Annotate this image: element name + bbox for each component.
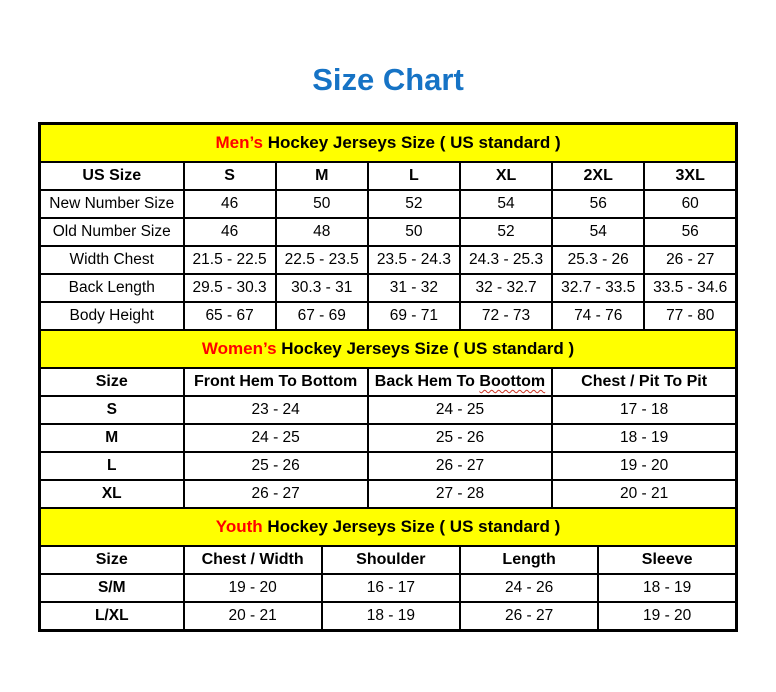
cell-mens-1-1: 46	[184, 218, 276, 246]
cell-womens-2-2: 26 - 27	[368, 452, 552, 480]
cell-mens-2-2: 22.5 - 23.5	[276, 246, 368, 274]
cell-womens-1-0: M	[40, 424, 184, 452]
size-chart	[38, 122, 735, 632]
cell-mens-4-3: 69 - 71	[368, 302, 460, 330]
cell-mens-4-4: 72 - 73	[460, 302, 552, 330]
size-chart-body	[40, 124, 737, 631]
cell-mens-3-5: 32.7 - 33.5	[552, 274, 644, 302]
cell-mens-1-5: 54	[552, 218, 644, 246]
cell-womens-0-3: 17 - 18	[552, 396, 736, 424]
cell-mens-3-6: 33.5 - 34.6	[644, 274, 736, 302]
section-keyword-womens: Women’s	[201, 339, 277, 358]
col-header-womens-2: Back Hem To Boottom	[368, 368, 552, 396]
cell-mens-2-1: 21.5 - 22.5	[184, 246, 276, 274]
cell-womens-1-1: 24 - 25	[184, 424, 368, 452]
col-header-mens-1: S	[184, 162, 276, 190]
cell-mens-0-5: 56	[552, 190, 644, 218]
col-header-mens-6: 3XL	[644, 162, 736, 190]
misspelled-word: Boottom	[479, 373, 546, 390]
cell-youth-0-0: S/M	[40, 574, 184, 602]
col-header-youth-3: Length	[460, 546, 598, 574]
cell-youth-0-3: 24 - 26	[460, 574, 598, 602]
cell-mens-3-2: 30.3 - 31	[276, 274, 368, 302]
cell-mens-0-6: 60	[644, 190, 736, 218]
col-header-womens-0: Size	[40, 368, 184, 396]
section-title-youth: Youth Hockey Jerseys Size ( US standard )	[40, 508, 737, 546]
cell-mens-4-6: 77 - 80	[644, 302, 736, 330]
cell-womens-1-3: 18 - 19	[552, 424, 736, 452]
cell-womens-3-3: 20 - 21	[552, 480, 736, 508]
cell-mens-4-0: Body Height	[40, 302, 184, 330]
section-keyword-youth: Youth	[215, 517, 263, 536]
col-header-youth-2: Shoulder	[322, 546, 460, 574]
cell-mens-2-3: 23.5 - 24.3	[368, 246, 460, 274]
cell-mens-0-3: 52	[368, 190, 460, 218]
page-title: Size Chart	[312, 62, 464, 97]
cell-youth-1-4: 19 - 20	[598, 602, 736, 631]
cell-womens-3-0: XL	[40, 480, 184, 508]
cell-mens-4-1: 65 - 67	[184, 302, 276, 330]
cell-womens-0-0: S	[40, 396, 184, 424]
cell-mens-0-0: New Number Size	[40, 190, 184, 218]
cell-mens-1-2: 48	[276, 218, 368, 246]
cell-mens-2-6: 26 - 27	[644, 246, 736, 274]
cell-mens-0-2: 50	[276, 190, 368, 218]
cell-mens-4-5: 74 - 76	[552, 302, 644, 330]
cell-womens-1-2: 25 - 26	[368, 424, 552, 452]
col-header-youth-4: Sleeve	[598, 546, 736, 574]
section-title-womens: Women’s Hockey Jerseys Size ( US standard )	[40, 330, 737, 368]
cell-mens-2-5: 25.3 - 26	[552, 246, 644, 274]
cell-mens-1-6: 56	[644, 218, 736, 246]
cell-youth-1-1: 20 - 21	[184, 602, 322, 631]
cell-mens-2-4: 24.3 - 25.3	[460, 246, 552, 274]
cell-womens-0-2: 24 - 25	[368, 396, 552, 424]
cell-youth-0-1: 19 - 20	[184, 574, 322, 602]
cell-mens-3-4: 32 - 32.7	[460, 274, 552, 302]
cell-mens-0-1: 46	[184, 190, 276, 218]
cell-mens-0-4: 54	[460, 190, 552, 218]
cell-mens-3-1: 29.5 - 30.3	[184, 274, 276, 302]
col-header-womens-3: Chest / Pit To Pit	[552, 368, 736, 396]
cell-mens-1-3: 50	[368, 218, 460, 246]
cell-mens-4-2: 67 - 69	[276, 302, 368, 330]
col-header-youth-1: Chest / Width	[184, 546, 322, 574]
cell-youth-1-2: 18 - 19	[322, 602, 460, 631]
col-header-mens-2: M	[276, 162, 368, 190]
col-header-mens-4: XL	[460, 162, 552, 190]
cell-youth-1-3: 26 - 27	[460, 602, 598, 631]
cell-womens-2-0: L	[40, 452, 184, 480]
cell-youth-1-0: L/XL	[40, 602, 184, 631]
section-keyword-mens: Men’s	[215, 133, 263, 152]
cell-youth-0-4: 18 - 19	[598, 574, 736, 602]
section-title-mens: Men’s Hockey Jerseys Size ( US standard )	[40, 124, 737, 163]
cell-womens-3-2: 27 - 28	[368, 480, 552, 508]
cell-mens-3-0: Back Length	[40, 274, 184, 302]
cell-womens-3-1: 26 - 27	[184, 480, 368, 508]
col-header-youth-0: Size	[40, 546, 184, 574]
size-chart-table	[38, 122, 738, 632]
col-header-womens-1: Front Hem To Bottom	[184, 368, 368, 396]
col-header-mens-3: L	[368, 162, 460, 190]
cell-mens-3-3: 31 - 32	[368, 274, 460, 302]
cell-mens-1-0: Old Number Size	[40, 218, 184, 246]
col-header-mens-5: 2XL	[552, 162, 644, 190]
col-header-mens-0: US Size	[40, 162, 184, 190]
cell-mens-2-0: Width Chest	[40, 246, 184, 274]
cell-womens-2-3: 19 - 20	[552, 452, 736, 480]
cell-youth-0-2: 16 - 17	[322, 574, 460, 602]
cell-womens-2-1: 25 - 26	[184, 452, 368, 480]
cell-womens-0-1: 23 - 24	[184, 396, 368, 424]
cell-mens-1-4: 52	[460, 218, 552, 246]
